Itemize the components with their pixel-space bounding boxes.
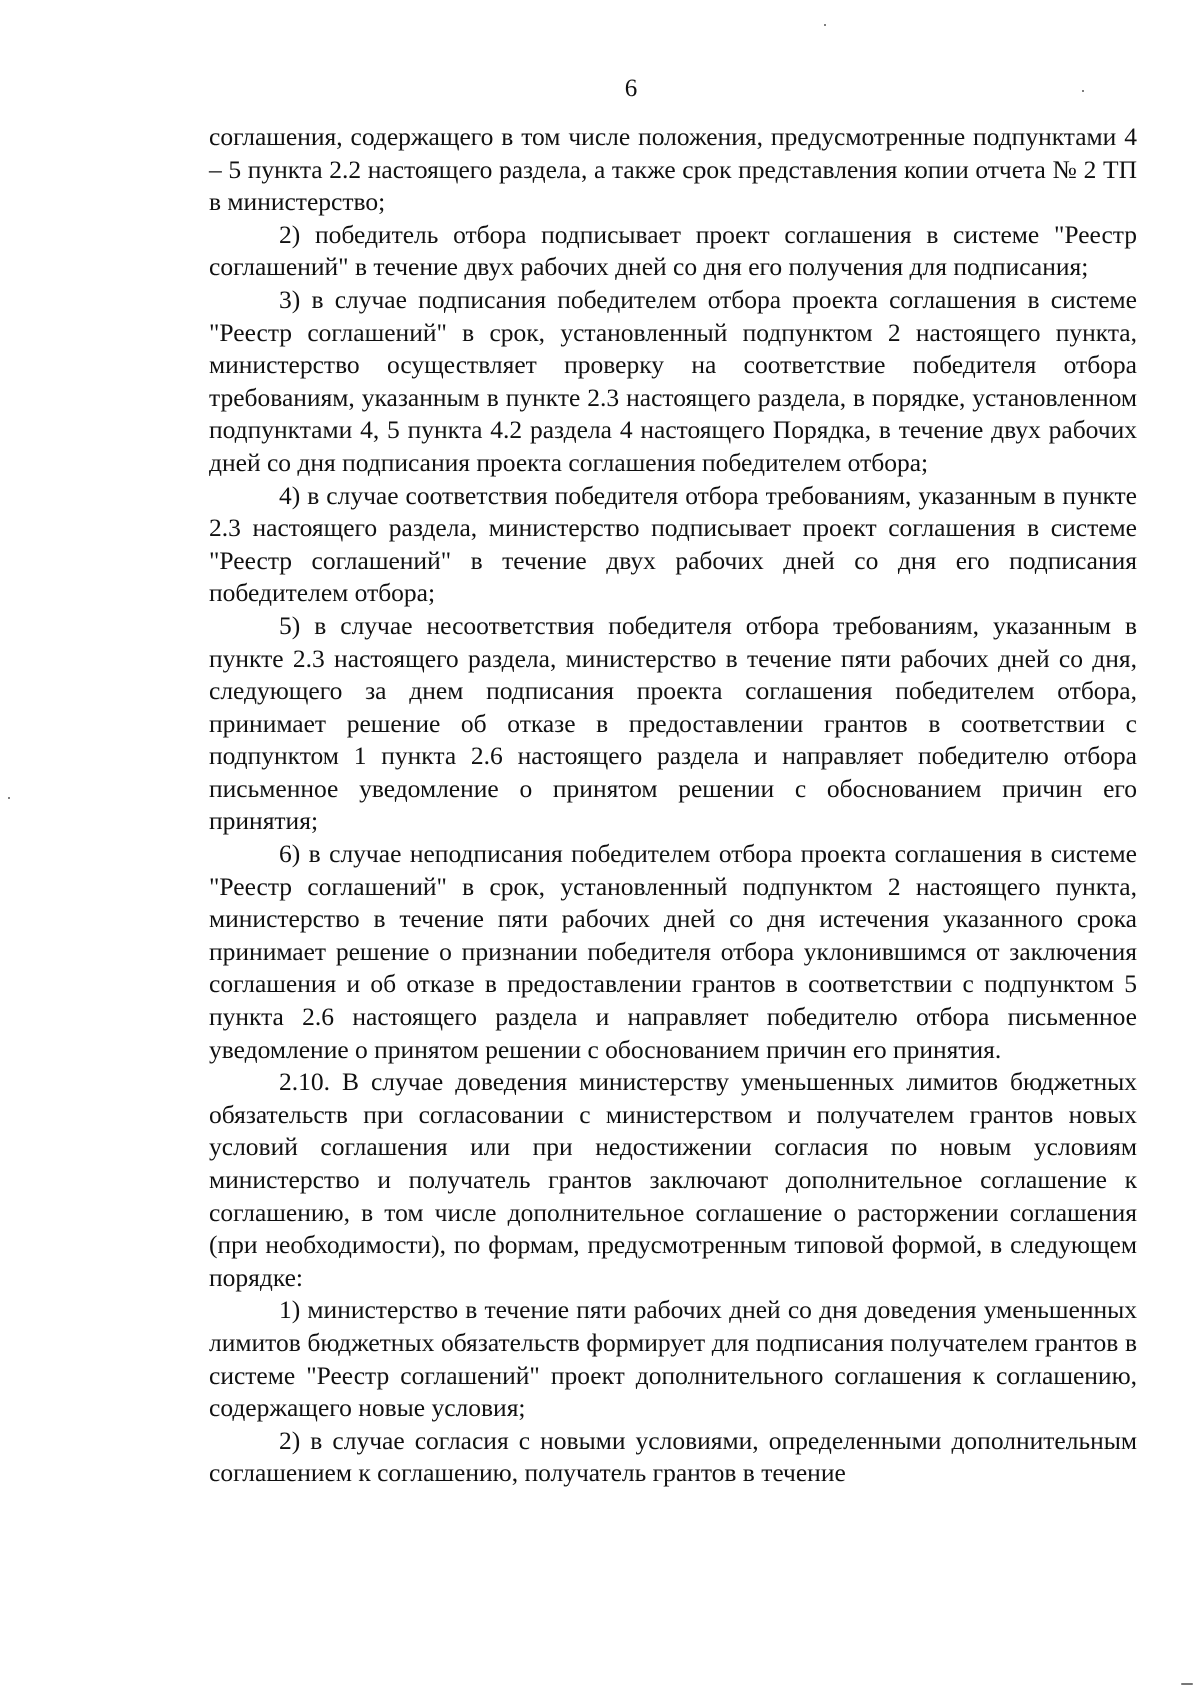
paragraph-item-6: 6) в случае неподписания победителем отбора проекта соглашения в системе "Реестр соглашений" в срок, установленный подпунктом 2 настоящего пункта, министерство в течение пяти рабочих дней со дня истечения указанного срока принимает решение о признании победителя отбора уклонившимся от заключения соглашения и об отказе в предоставлении грантов в соответствии с подпунктом 5 пункта 2.6 настоящего раздела и направляет победителю отбора письменное уведомление о принятом решении с обоснованием причин его принятия. [209, 839, 1137, 1064]
paragraph-item-3: 3) в случае подписания победителем отбора проекта соглашения в системе "Реестр соглашений" в срок, установленный подпунктом 2 настоящего пункта, министерство осуществляет проверку на соответствие победителя отбора требованиям, указанным в пункте 2.3 настоящего раздела, в порядке, установленном подпунктами 4, 5 пункта 4.2 раздела 4 настоящего Порядка, в течение двух рабочих дней со дня подписания проекта соглашения победителем отбора; [209, 284, 1137, 477]
paragraph-continuation: соглашения, содержащего в том числе положения, предусмотренные подпунктами 4 – 5 пункта 2.2 настоящего раздела, а также срок представления копии отчета № 2 ТП в министерство; [209, 122, 1137, 217]
document-body [209, 121, 1137, 1490]
page-number: 6 [624, 75, 638, 102]
scan-speck [8, 797, 10, 799]
paragraph-item-2: 2) победитель отбора подписывает проект соглашения в системе "Реестр соглашений" в течение двух рабочих дней со дня его получения для подписания; [209, 219, 1137, 282]
paragraph-item-5: 5) в случае несоответствия победителя отбора требованиям, указанным в пункте 2.3 настоящего раздела, министерство в течение пяти рабочих дней со дня, следующего за днем подписания проекта соглашения победителем отбора, принимает решение об отказе в предоставлении грантов в соответствии с подпунктом 1 пункта 2.6 настоящего раздела и направляет победителю отбора письменное уведомление о принятом решении с обоснованием причин его принятия; [209, 610, 1137, 836]
scan-speck [824, 24, 826, 26]
paragraph-2-10-item-1: 1) министерство в течение пяти рабочих дней со дня доведения уменьшенных лимитов бюджетных обязательств формирует для подписания получателем грантов в системе "Реестр соглашений" проект дополнительного соглашения к соглашению, содержащего новые условия; [209, 1295, 1137, 1423]
paragraph-item-4: 4) в случае соответствия победителя отбора требованиям, указанным в пункте 2.3 настоящего раздела, министерство подписывает проект соглашения в системе "Реестр соглашений" в течение двух рабочих дней со дня его подписания победителем отбора; [209, 480, 1137, 608]
paragraph-section-2-10: 2.10. В случае доведения министерству уменьшенных лимитов бюджетных обязательств при согласовании с министерством и получателем грантов новых условий соглашения или при недостижении согласия по новым условиям министерство и получатель грантов заключают дополнительное соглашение к соглашению, в том числе дополнительное соглашение о расторжении соглашения (при необходимости), по формам, предусмотренным типовой формой, в следующем порядке: [209, 1067, 1137, 1292]
paragraph-2-10-item-2: 2) в случае согласия с новыми условиями, определенными дополнительным соглашением к соглашению, получатель грантов в течение [209, 1425, 1137, 1488]
scan-edge-mark [1181, 1683, 1193, 1685]
scan-speck [1082, 90, 1084, 92]
